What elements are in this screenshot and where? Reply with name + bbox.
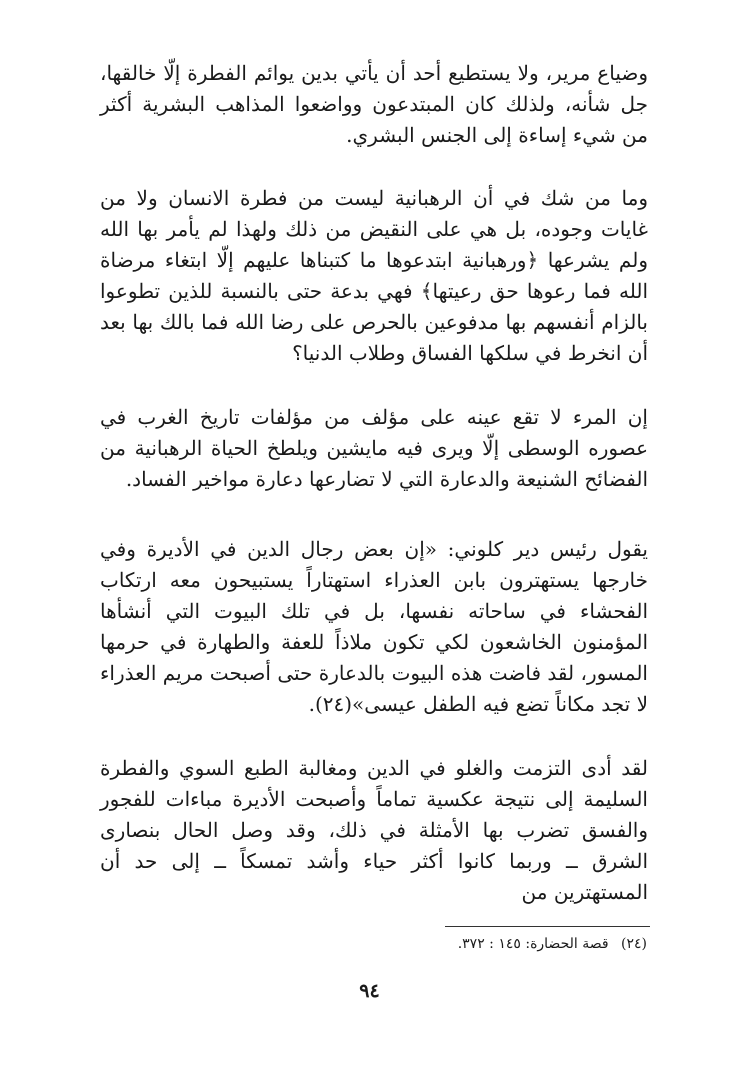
- paragraph: إن المرء لا تقع عينه على مؤلف من مؤلفات تاريخ الغرب في عصوره الوسطى إلّا ويرى فيه مايشين ويلطخ الحياة الرهبانية من الفضائح الشنيعة والدعارة التي لا تضارعها دعارة مواخير الفساد.: [100, 405, 648, 491]
- footnote: [458, 934, 647, 954]
- footnote-number: (٢٤): [621, 936, 647, 952]
- footnote-text: قصة الحضارة: ١٤٥ : ٣٧٢.: [457, 936, 609, 952]
- footnote-divider: [445, 926, 650, 927]
- paragraph: وضياع مرير، ولا يستطيع أحد أن يأتي بدين يوائم الفطرة إلّا خالقها، جل شأنه، ولذلك كان المبتدعون وواضعوا المذاهب البشرية أكثر من شيء إساءة إلى الجنس البشري.: [100, 61, 648, 147]
- page-number: ٩٤: [359, 980, 380, 1002]
- paragraph: لقد أدى التزمت والغلو في الدين ومغالبة الطبع السوي والفطرة السليمة إلى نتيجة عكسية تماماً وأصبحت الأديرة مباءات للفجور والفسق تضرب بها الأمثلة في ذلك، وقد وصل الحال بنصارى الشرق ــ وربما كانوا أكثر حياء وأشد تمسكاً ــ إلى حد أن المستهترين من: [100, 756, 648, 904]
- paragraph: يقول رئيس دير كلوني: «إن بعض رجال الدين في الأديرة وفي خارجها يستهترون بابن العذراء استهتاراً يستبيحون معه ارتكاب الفحشاء في ساحاته نفسها، بل في تلك البيوت التي أنشأها المؤمنون الخاشعون لكي تكون ملاذاً للعفة والطهارة في حرمها المسور، لقد فاضت هذه البيوت بالدعارة حتى أصبحت مريم العذراء لا تجد مكاناً تضع فيه الطفل عيسى»(٢٤).: [100, 537, 648, 716]
- paragraph: وما من شك في أن الرهبانية ليست من فطرة الانسان ولا من غايات وجوده، بل هي على النقيض من ذلك ولهذا لم يأمر بها الله ولم يشرعها ﴿ورهبانية ابتدعوها ما كتبناها عليهم إلّا ابتغاء مرضاة الله فما رعوها حق رعيتها﴾ فهي بدعة حتى بالنسبة للذين تطوعوا بالزام أنفسهم بها مدفوعين بالحرص على رضا الله فما بالك بها بعد أن انخرط في سلكها الفساق وطلاب الدنيا؟: [100, 186, 648, 365]
